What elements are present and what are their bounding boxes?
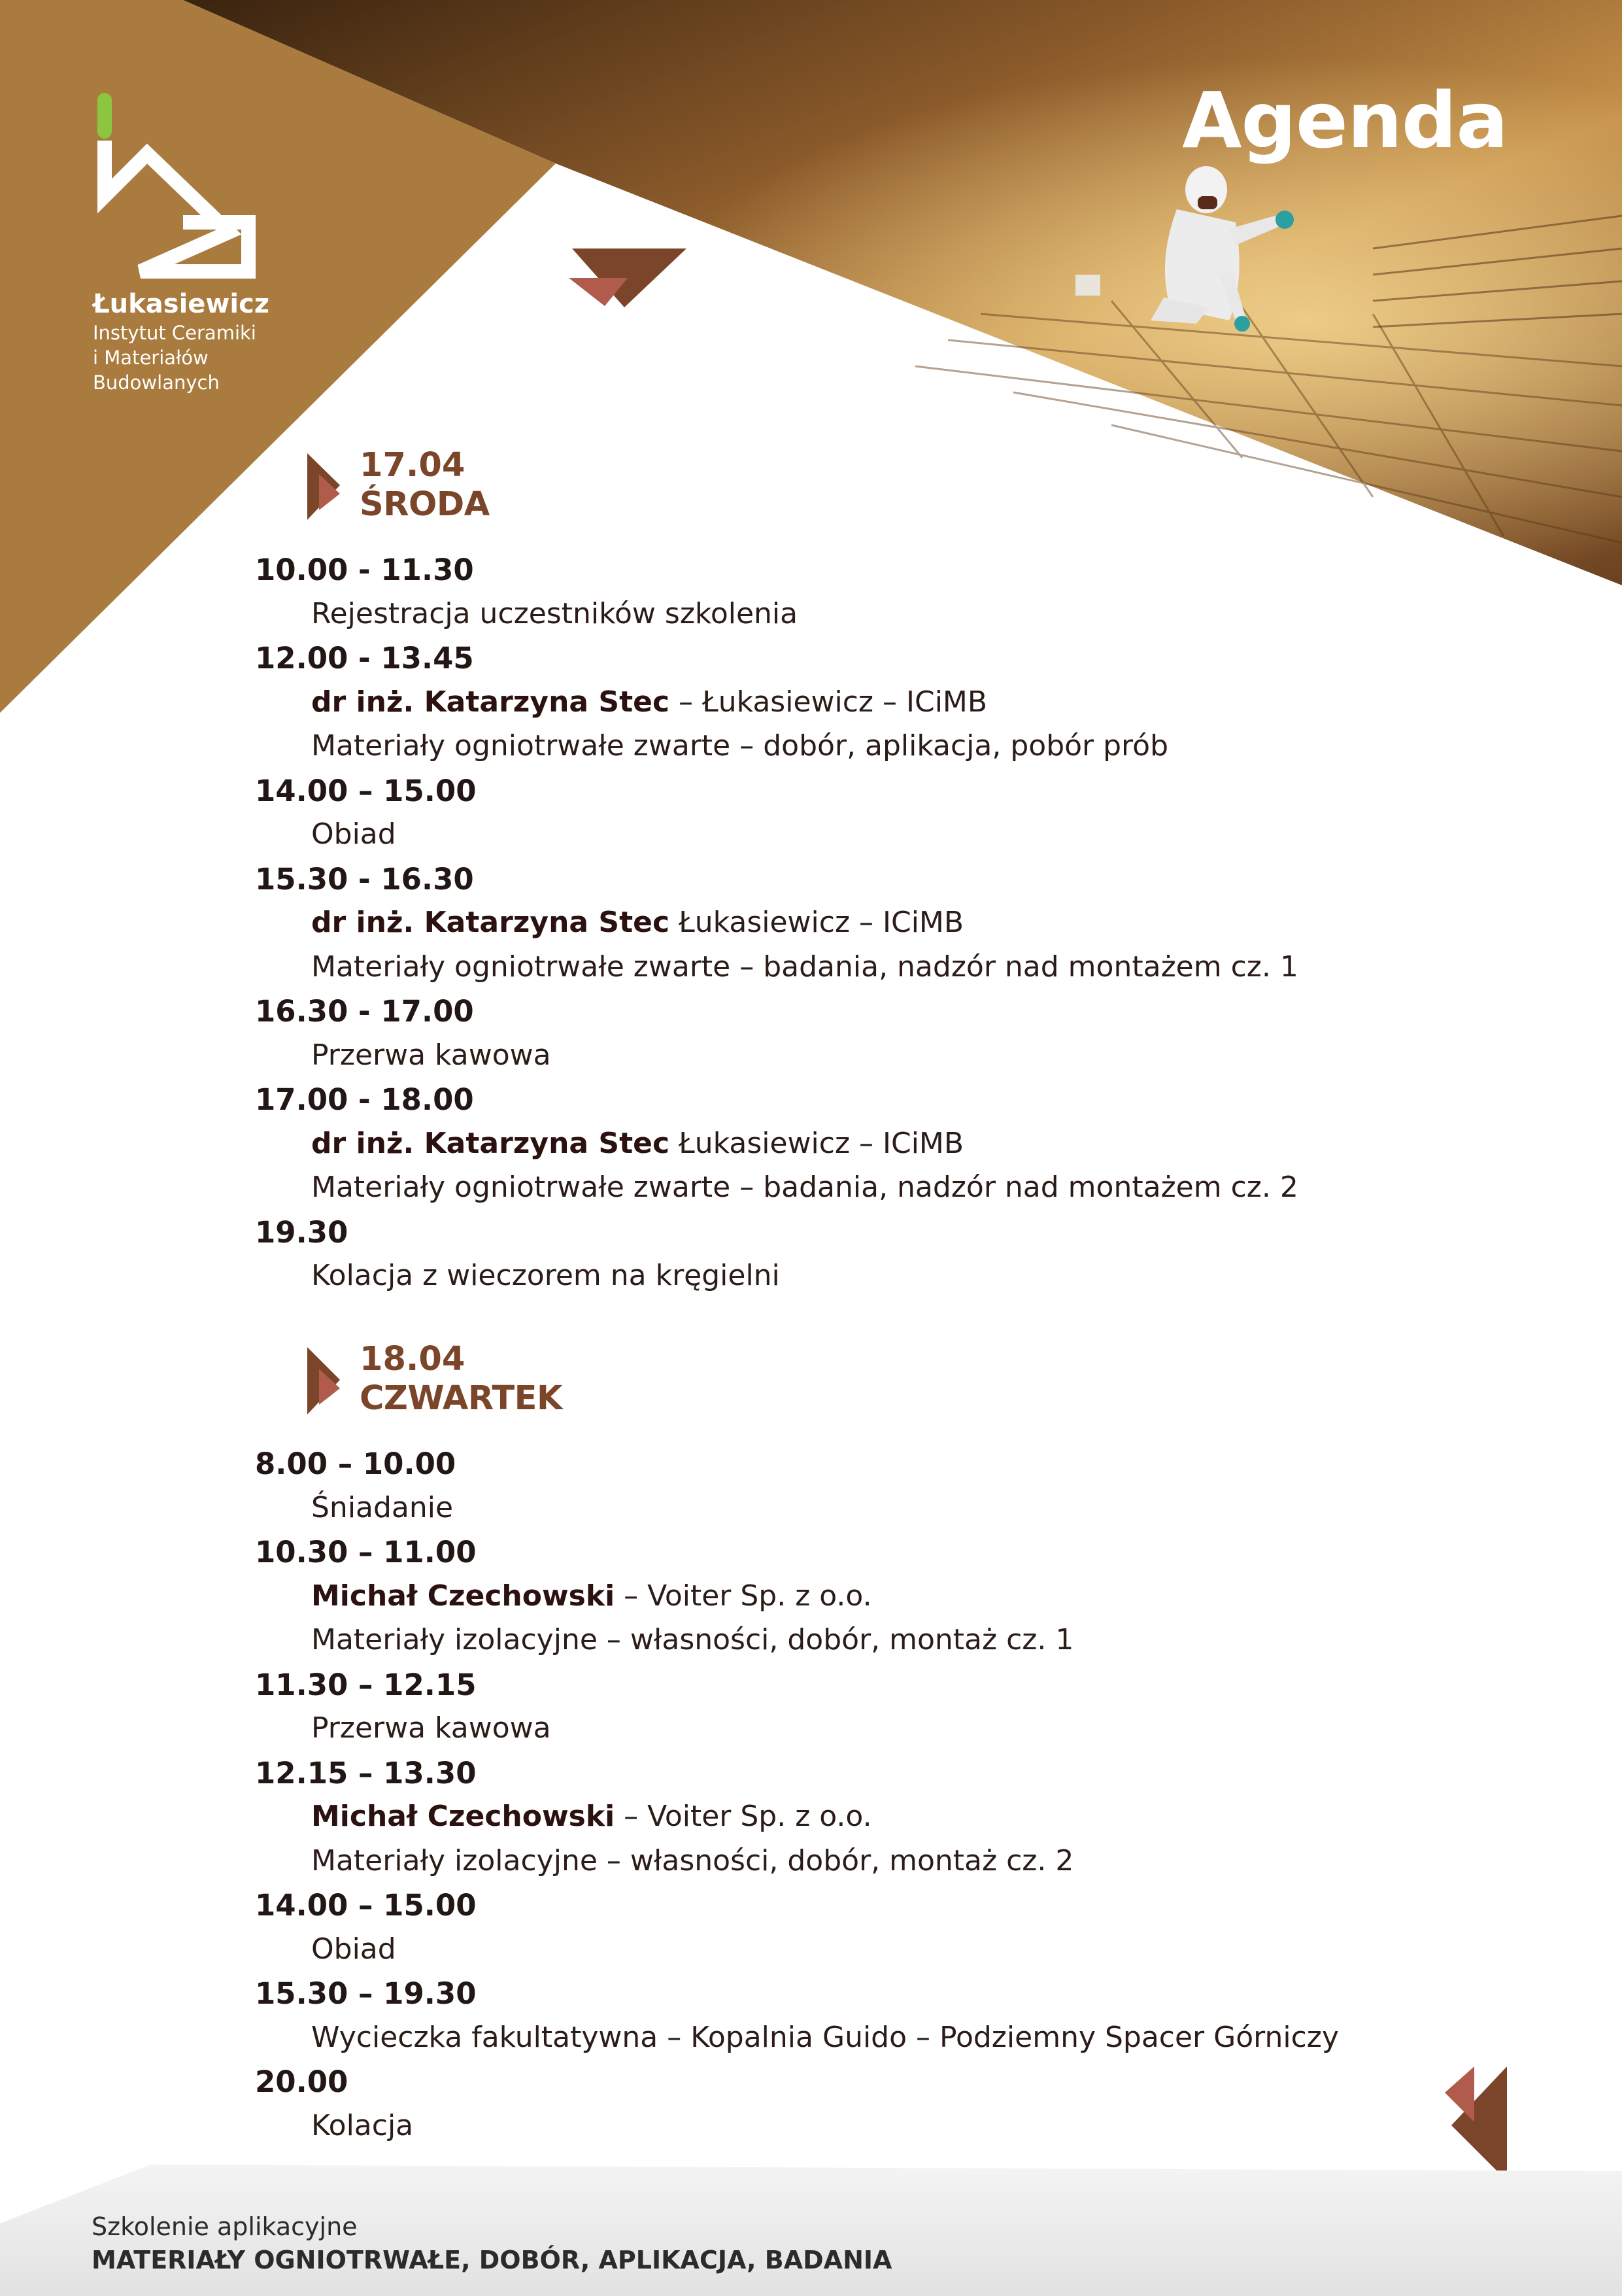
speaker-name: dr inż. Katarzyna Stec	[311, 1126, 670, 1160]
agenda-time: 14.00 – 15.00	[255, 1888, 477, 1923]
session-title: Przerwa kawowa	[311, 1711, 551, 1745]
footer-subtitle: Szkolenie aplikacyjne	[92, 2212, 358, 2241]
speaker-affiliation: Łukasiewicz – ICiMB	[669, 1126, 964, 1160]
speaker-name: dr inż. Katarzyna Stec	[311, 906, 670, 939]
agenda-description	[311, 1127, 964, 1160]
day-date: 17.04	[360, 446, 465, 485]
agenda-time: 17.00 - 18.00	[255, 1082, 474, 1117]
speaker-affiliation: – Voiter Sp. z o.o.	[615, 1579, 872, 1613]
session-title: Materiały izolacyjne – własności, dobór, montaż cz. 2	[311, 1843, 1074, 1877]
logo-subtitle	[93, 320, 256, 395]
agenda-description	[311, 1800, 872, 1833]
agenda-description	[311, 2021, 1339, 2054]
agenda-time: 20.00	[255, 2065, 348, 2099]
logo-line-2: i Materiałów	[93, 347, 209, 369]
session-title: Materiały izolacyjne – własności, dobór, montaż cz. 1	[311, 1623, 1074, 1656]
day-name: ŚRODA	[360, 485, 490, 524]
session-title: Rejestracja uczestników szkolenia	[311, 596, 798, 630]
agenda-description	[311, 950, 1298, 984]
day-marker-1	[307, 453, 340, 520]
agenda-description	[311, 1491, 453, 1524]
agenda-time: 12.15 – 13.30	[255, 1755, 477, 1791]
session-title: Materiały ogniotrwałe zwarte – badania, nadzór nad montażem cz. 1	[311, 950, 1298, 984]
agenda-description	[311, 1932, 396, 1966]
speaker-affiliation: Łukasiewicz – ICiMB	[669, 906, 964, 939]
logo-name: Łukasiewicz	[93, 289, 270, 319]
agenda-description	[311, 817, 396, 851]
agenda-time: 10.00 - 11.30	[255, 553, 474, 587]
session-title: Wycieczka fakultatywna – Kopalnia Guido – Podziemny Spacer Górniczy	[311, 2020, 1339, 2054]
agenda-time: 10.30 – 11.00	[255, 1535, 477, 1569]
speaker-name: Michał Czechowski	[311, 1579, 615, 1613]
agenda-description	[311, 1171, 1298, 1204]
footer-accent	[1445, 2066, 1507, 2181]
session-title: Obiad	[311, 817, 396, 851]
speaker-name: dr inż. Katarzyna Stec	[311, 685, 670, 719]
agenda-description	[311, 1259, 780, 1292]
speaker-affiliation: – Łukasiewicz – ICiMB	[669, 685, 988, 719]
session-title: Materiały ogniotrwałe zwarte – dobór, aplikacja, pobór prób	[311, 729, 1169, 762]
day-marker-2	[307, 1347, 340, 1414]
session-title: Obiad	[311, 1932, 396, 1966]
session-title: Przerwa kawowa	[311, 1038, 551, 1072]
session-title: Kolacja z wieczorem na kręgielni	[311, 1259, 780, 1292]
agenda-time: 11.30 – 12.15	[255, 1667, 477, 1702]
logo-line-3: Budowlanych	[93, 371, 220, 394]
agenda-time: 16.30 - 17.00	[255, 994, 474, 1029]
footer-title: MATERIAŁY OGNIOTRWAŁE, DOBÓR, APLIKACJA, BADANIA	[92, 2246, 892, 2274]
session-title: Materiały ogniotrwałe zwarte – badania, nadzór nad montażem cz. 2	[311, 1171, 1298, 1204]
agenda-description	[311, 1711, 551, 1745]
session-title: Kolacja	[311, 2108, 414, 2142]
agenda-time: 19.30	[255, 1214, 348, 1250]
agenda-time: 15.30 – 19.30	[255, 1976, 477, 2011]
speaker-name: Michał Czechowski	[311, 1800, 615, 1833]
agenda-description	[311, 597, 798, 630]
day-name: CZWARTEK	[360, 1379, 562, 1418]
agenda-description	[311, 906, 964, 939]
logo-line-1: Instytut Ceramiki	[93, 322, 256, 344]
agenda-time: 12.00 - 13.45	[255, 641, 474, 676]
agenda-description	[311, 1623, 1073, 1656]
agenda-time: 8.00 – 10.00	[255, 1447, 456, 1481]
agenda-description	[311, 2109, 413, 2142]
day-date: 18.04	[360, 1340, 465, 1379]
agenda-time: 15.30 - 16.30	[255, 861, 474, 897]
agenda-description	[311, 1844, 1073, 1877]
page-title: Agenda	[1182, 75, 1508, 165]
agenda-description	[311, 685, 987, 719]
agenda-description	[311, 729, 1168, 762]
session-title: Śniadanie	[311, 1490, 454, 1524]
agenda-description	[311, 1579, 872, 1613]
agenda-description	[311, 1038, 551, 1072]
speaker-affiliation: – Voiter Sp. z o.o.	[615, 1800, 872, 1833]
agenda-time: 14.00 – 15.00	[255, 773, 477, 808]
logo-green-bar	[97, 93, 112, 139]
